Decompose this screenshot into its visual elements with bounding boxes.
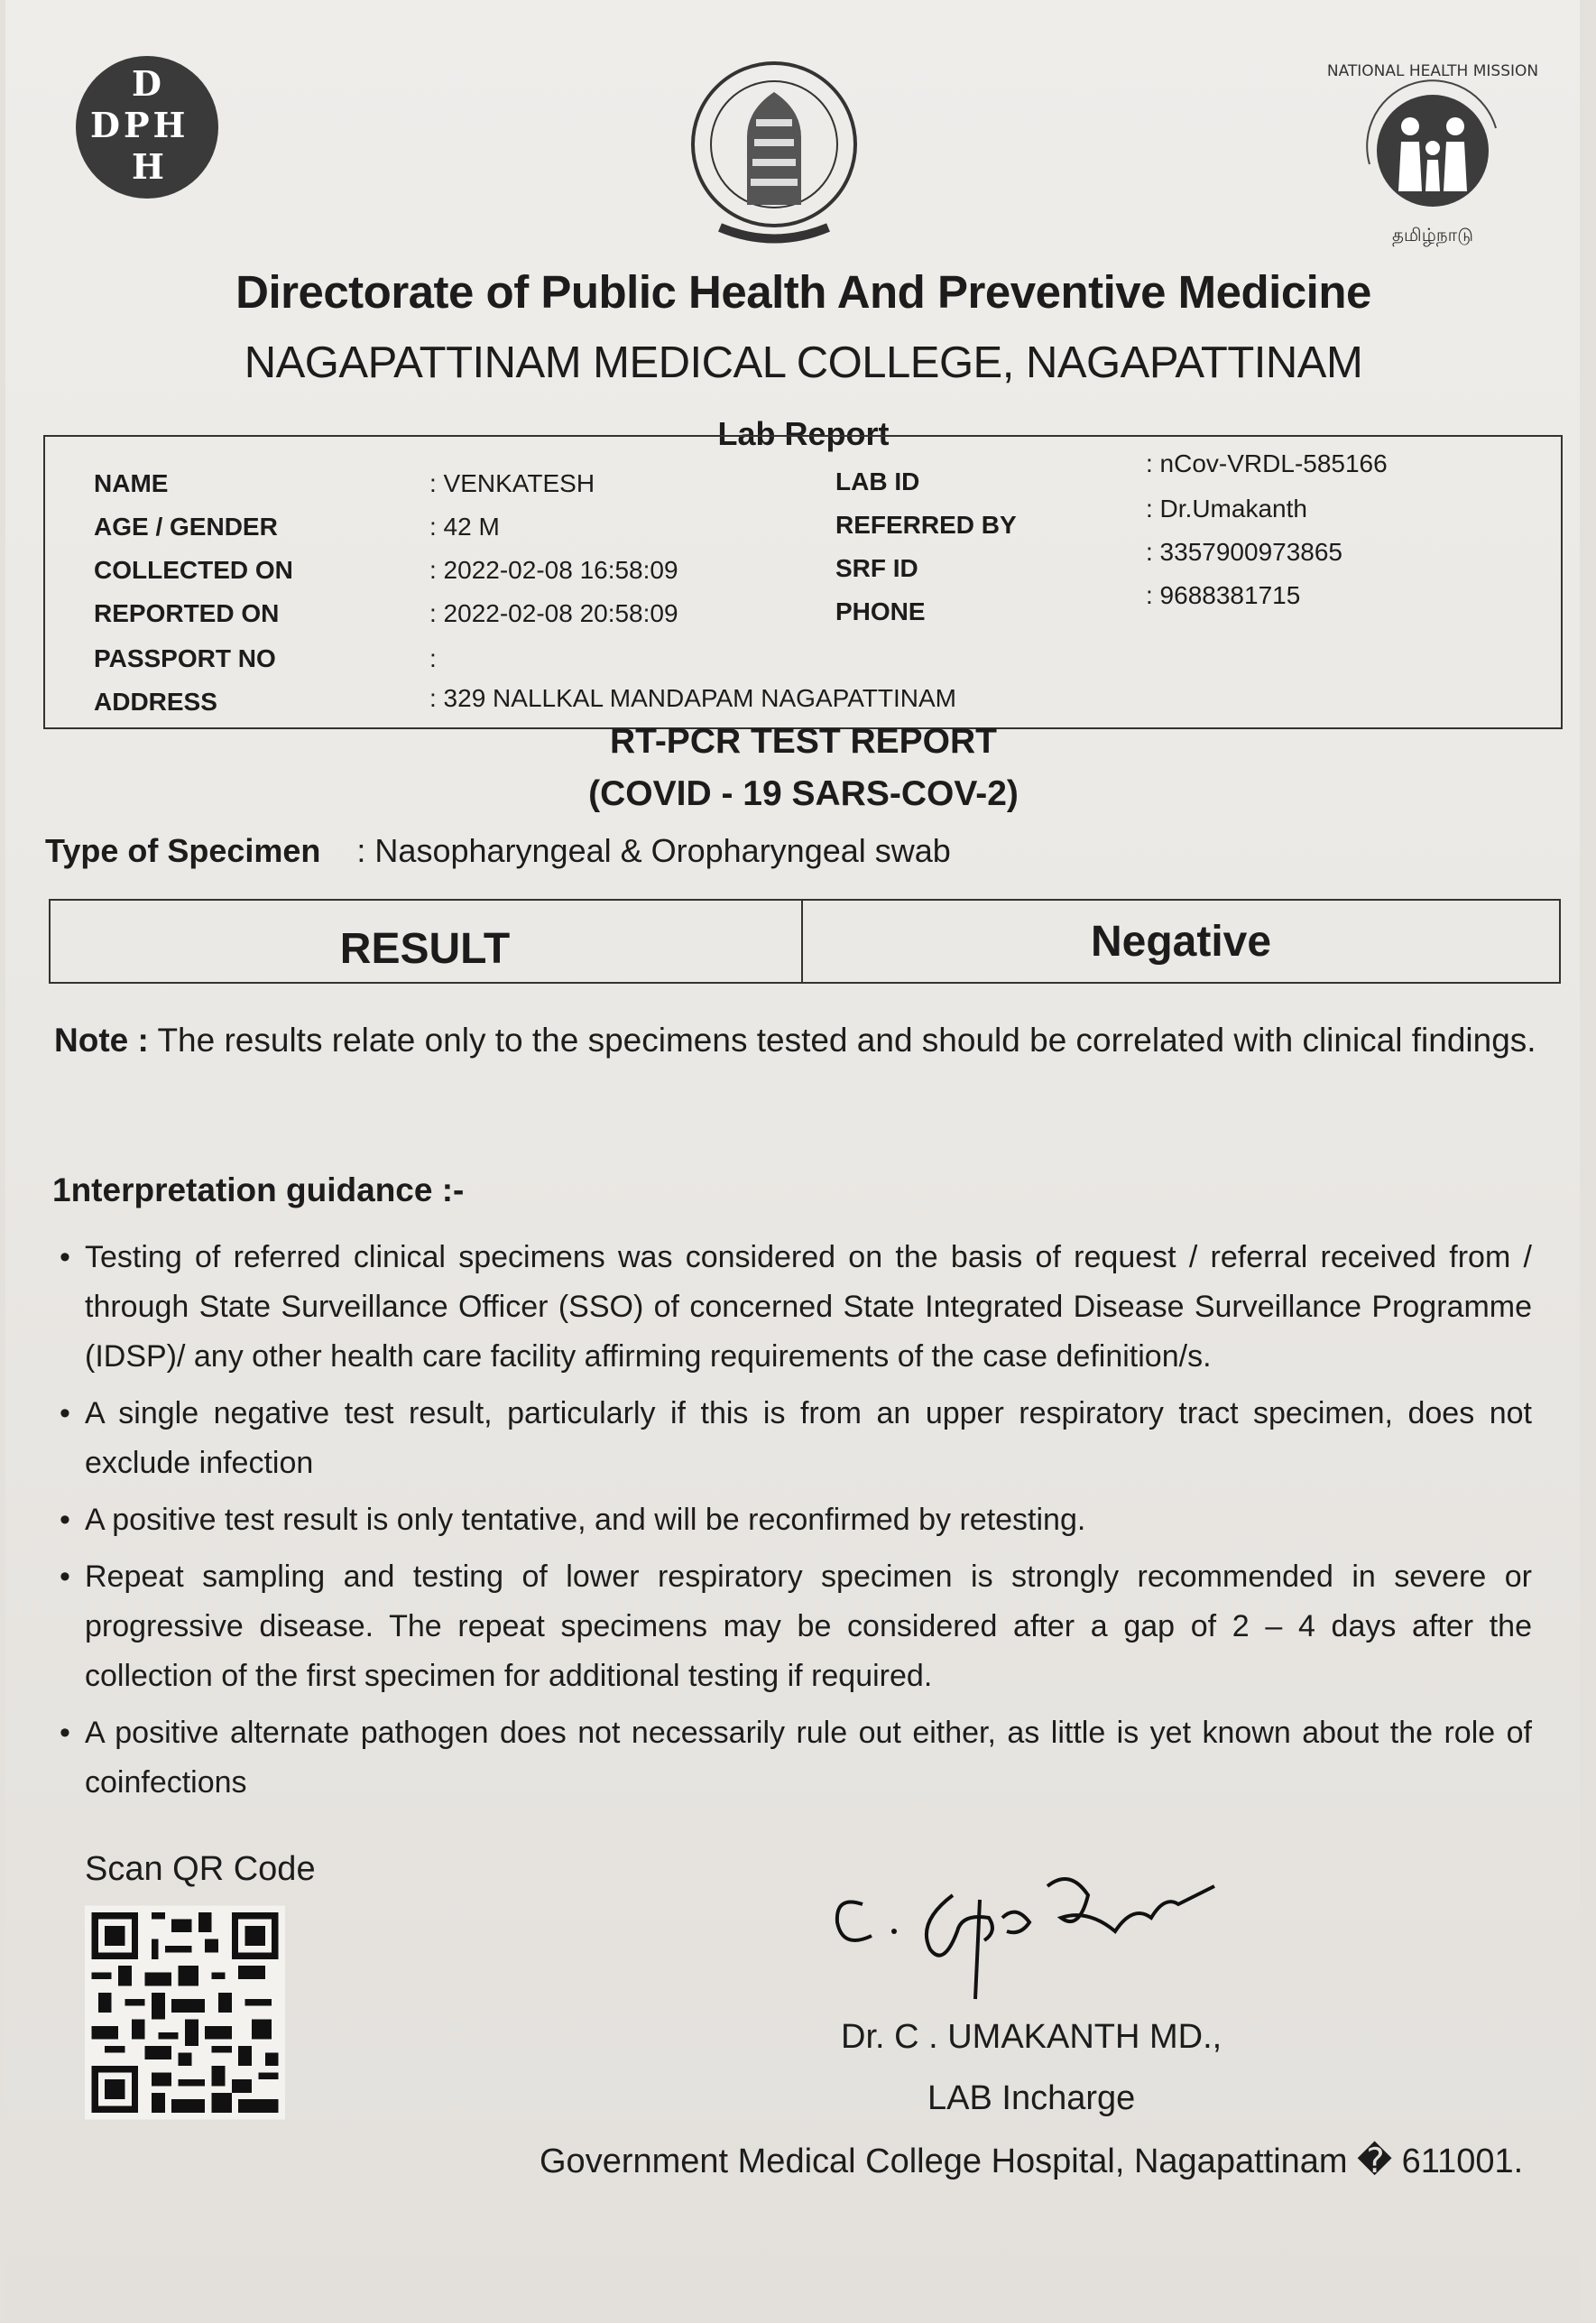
report-page: [5, 0, 1580, 2323]
qr-code-icon[interactable]: [85, 1904, 285, 2121]
doctor-name: Dr. C . UMAKANTH MD.,: [841, 2018, 1222, 2056]
dph-letter-top: D: [132, 63, 161, 104]
phone-value: : 9688381715: [1146, 581, 1301, 609]
patient-info-box: [43, 435, 1563, 729]
labid-value: : nCov-VRDL-585166: [1146, 449, 1388, 477]
srf-value: : 3357900973865: [1146, 538, 1342, 566]
address-label: ADDRESS: [94, 688, 217, 716]
note: [54, 1013, 1552, 1069]
doctor-role: LAB Incharge: [927, 2079, 1136, 2117]
hospital-address: Government Medical College Hospital, Nagapattinam � 611001.: [540, 2143, 1524, 2180]
dph-logo: [76, 56, 218, 199]
passport-value: :: [429, 644, 437, 672]
name-value: : VENKATESH: [429, 469, 595, 497]
labid-label: LAB ID: [835, 467, 920, 495]
list-item: • A single negative test result, particularly if this is from an upper respiratory tract specimen, does not exclude infection: [60, 1389, 1532, 1488]
qr-label: Scan QR Code: [85, 1850, 316, 1888]
test-subtitle: (COVID - 19 SARS-COV-2): [588, 774, 1019, 813]
referred-value: : Dr.Umakanth: [1146, 495, 1307, 523]
age-label: AGE / GENDER: [94, 513, 278, 541]
interpretation-heading: 1nterpretation guidance :-: [52, 1171, 465, 1208]
result-label: RESULT: [339, 925, 511, 973]
passport-label: PASSPORT NO: [94, 644, 276, 672]
result-value: Negative: [1090, 918, 1272, 966]
specimen-line: [45, 832, 951, 870]
note-label: Note :: [54, 1022, 149, 1059]
reported-value: : 2022-02-08 20:58:09: [429, 599, 678, 627]
nhm-text: NATIONAL HEALTH MISSION: [1326, 62, 1539, 80]
phone-label: PHONE: [835, 597, 926, 625]
page-subtitle: NAGAPATTINAM MEDICAL COLLEGE, NAGAPATTINAM: [244, 338, 1363, 387]
list-item: • A positive alternate pathogen does not necessarily rule out either, as little is yet known about the role of coinfections: [60, 1708, 1532, 1808]
specimen-value: : Nasopharyngeal & Oropharyngeal swab: [356, 832, 951, 869]
national-health-mission-logo-icon: [1324, 56, 1541, 255]
doctor-signature-icon: [817, 1832, 1268, 2013]
specimen-label: Type of Specimen: [45, 832, 321, 869]
lab-report-label: Lab Report: [717, 415, 890, 452]
list-item: • A positive test result is only tentative, and will be reconfirmed by retesting.: [60, 1495, 1532, 1545]
test-title: RT-PCR TEST REPORT: [609, 722, 998, 761]
age-value: : 42 M: [429, 513, 500, 541]
collected-value: : 2022-02-08 16:58:09: [429, 556, 678, 584]
srf-label: SRF ID: [835, 554, 918, 582]
list-item: • Repeat sampling and testing of lower respiratory specimen is strongly recommended in severe or progressive disease. The repeat specimens may be considered after a gap of 2 – 4 days after the collection of the first specimen for additional testing if required.: [60, 1552, 1532, 1701]
referred-label: REFERRED BY: [835, 511, 1017, 539]
list-item: • Testing of referred clinical specimens was considered on the basis of request / referral received from / through State Surveillance Officer (SSO) of concerned State Integrated Disease Surveillance Programme (IDSP)/ any other health care facility affirming requirements of the case definition/s.: [60, 1233, 1532, 1382]
reported-label: REPORTED ON: [94, 599, 280, 627]
dph-letter-bottom: H: [132, 146, 164, 187]
interpretation-list: [60, 1233, 1532, 1815]
nhm-subtext: தமிழ்நாடு: [1392, 224, 1473, 245]
dph-letters-middle: DPH: [90, 105, 189, 145]
result-box: [49, 899, 1561, 984]
page-title: Directorate of Public Health And Preventive Medicine: [235, 266, 1371, 318]
address-value: : 329 NALLKAL MANDAPAM NAGAPATTINAM: [429, 684, 957, 712]
note-text: The results relate only to the specimens tested and should be correlated with clinical findings.: [157, 1022, 1536, 1059]
collected-label: COLLECTED ON: [94, 556, 293, 584]
tamil-nadu-emblem-icon: [684, 56, 864, 255]
name-label: NAME: [94, 469, 169, 497]
